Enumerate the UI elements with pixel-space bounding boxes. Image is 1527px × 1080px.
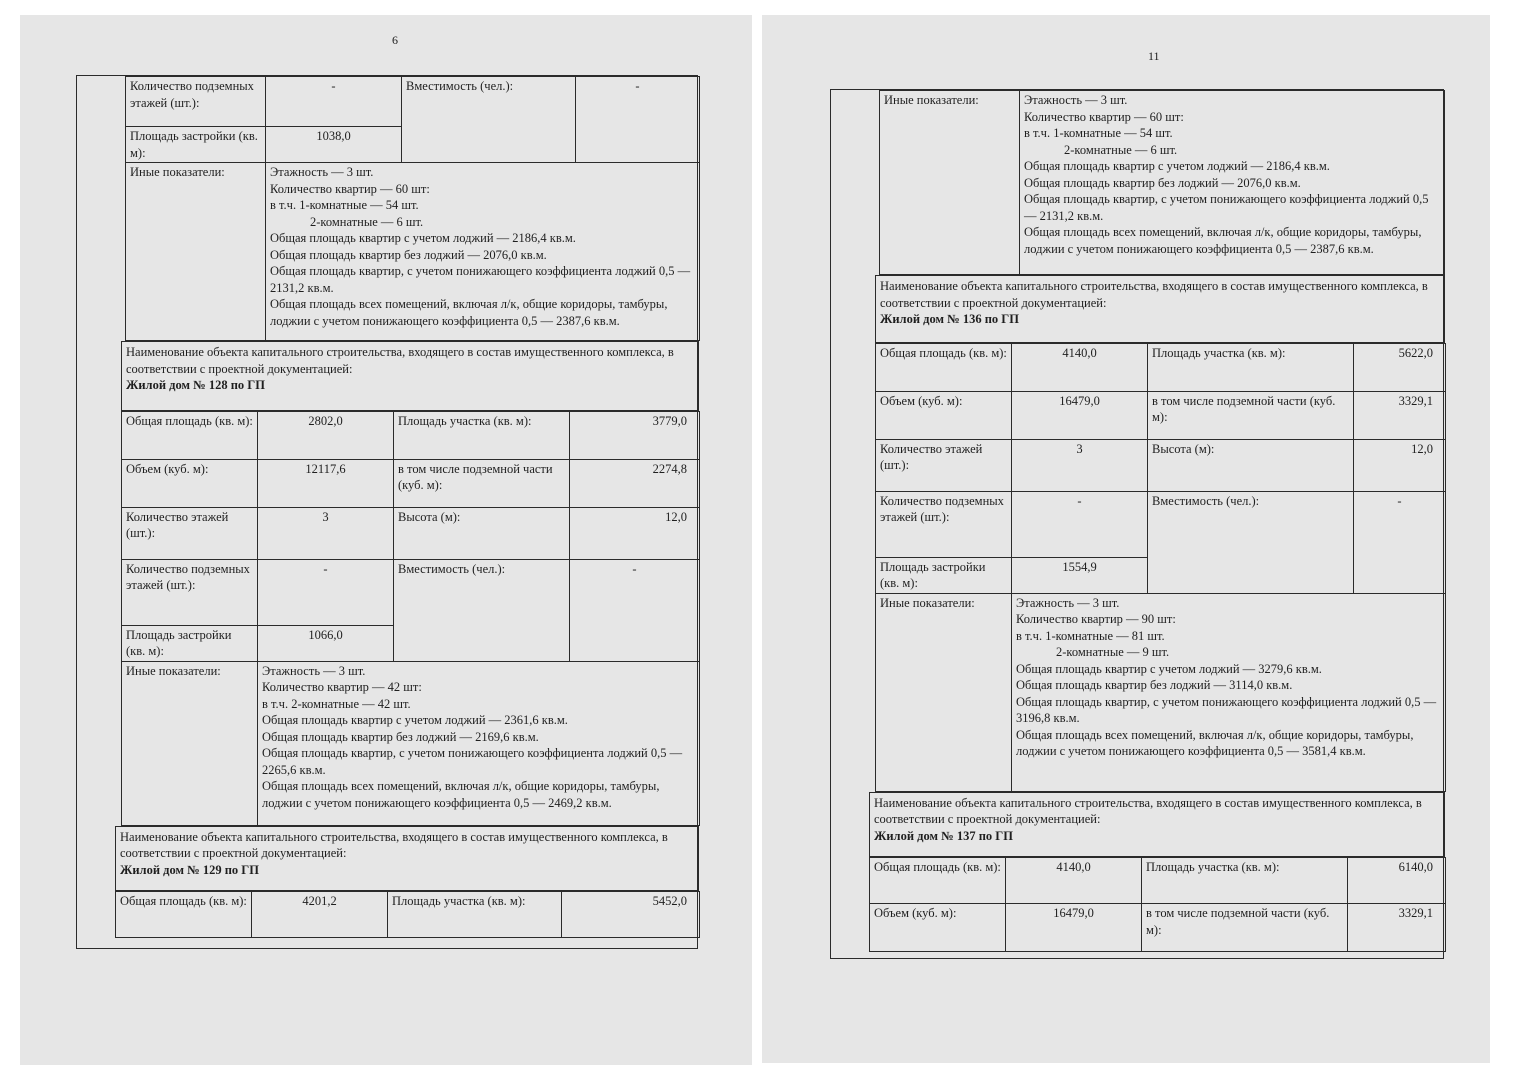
- capacity-label: Вместимость (чел.):: [1148, 491, 1354, 593]
- page-number: 6: [392, 33, 398, 47]
- section-heading: [122, 342, 699, 411]
- top-table: [125, 76, 700, 341]
- line: Общая площадь квартир, с учетом понижающего коэффициента лоджий 0,5 — 3196,8 кв.м.: [1016, 694, 1437, 725]
- line: Количество квартир — 60 шт:: [1024, 109, 1184, 124]
- volume-value: 16479,0: [1006, 904, 1142, 952]
- line: Общая площадь квартир с учетом лоджий — 2186,4 кв.м.: [1024, 159, 1330, 173]
- section-heading: [116, 826, 699, 891]
- plot-area-label: Площадь участка (кв. м):: [1142, 858, 1348, 904]
- object-name: Жилой дом № 137 по ГП: [874, 828, 1013, 843]
- floors-value: 3: [1012, 439, 1148, 491]
- underground-volume-label: в том числе подземной части (куб. м):: [1148, 391, 1354, 439]
- underground-volume-value: 2274,8: [570, 459, 700, 507]
- section-128: [121, 341, 699, 411]
- line: Общая площадь квартир с учетом лоджий — 3279,6 кв.м.: [1016, 661, 1322, 676]
- capacity-label: Вместимость (чел.):: [394, 559, 570, 661]
- line: Количество квартир — 42 шт:: [262, 680, 422, 694]
- section-136: [875, 275, 1445, 343]
- other-indicators: [266, 163, 700, 341]
- section-136-table: [875, 343, 1446, 792]
- volume-label: Объем (куб. м):: [870, 904, 1006, 952]
- height-value: 12,0: [570, 507, 700, 559]
- underground-floors-label: Количество подземных этажей (шт.):: [126, 77, 266, 127]
- heading-text: Наименование объекта капитального строительства, входящего в состав имущественного комплекса, в соответствии с проектной документацией:: [120, 829, 668, 860]
- other-label: Иные показатели:: [126, 163, 266, 341]
- total-area-label: Общая площадь (кв. м):: [116, 892, 252, 938]
- section-heading: [870, 792, 1445, 857]
- total-area-value: 4140,0: [1012, 343, 1148, 391]
- line: Общая площадь квартир, с учетом понижающего коэффициента лоджий 0,5 — 2131,2 кв.м.: [270, 264, 691, 295]
- line: Этажность — 3 шт.: [1024, 93, 1128, 107]
- volume-label: Объем (куб. м):: [122, 459, 258, 507]
- underground-floors-value: -: [1012, 491, 1148, 557]
- line: в т.ч. 2-комнатные — 42 шт.: [262, 696, 411, 711]
- section-129-table: [115, 891, 700, 938]
- section-129: [115, 826, 699, 892]
- plot-area-label: Площадь участка (кв. м):: [1148, 343, 1354, 391]
- line: Этажность — 3 шт.: [262, 663, 366, 678]
- line: 2-комнатные — 6 шт.: [310, 214, 424, 229]
- line: Общая площадь всех помещений, включая л/к, общие коридоры, тамбуры, лоджии с учетом понижающего коэффициента 0,5 — 2387,6 кв.м.: [1024, 225, 1422, 256]
- line: 2-комнатные — 9 шт.: [1056, 645, 1170, 659]
- building-area-value: 1038,0: [266, 127, 402, 163]
- capacity-value: -: [570, 559, 700, 661]
- building-area-value: 1066,0: [258, 625, 394, 661]
- volume-value: 12117,6: [258, 459, 394, 507]
- object-name: Жилой дом № 129 по ГП: [120, 862, 259, 877]
- line: Этажность — 3 шт.: [270, 165, 374, 179]
- line: Общая площадь всех помещений, включая л/к, общие коридоры, тамбуры, лоджии с учетом понижающего коэффициента 0,5 — 2469,2 кв.м.: [262, 779, 660, 810]
- plot-area-value: 5452,0: [562, 892, 700, 938]
- left-page: [20, 15, 752, 1065]
- plot-area-value: 5622,0: [1354, 343, 1446, 391]
- line: Общая площадь квартир без лоджий — 2076,0 кв.м.: [1024, 175, 1301, 190]
- building-area-label: Площадь застройки (кв. м):: [126, 127, 266, 163]
- section-128-table: [121, 411, 700, 826]
- total-area-label: Общая площадь (кв. м):: [122, 411, 258, 459]
- line: в т.ч. 1-комнатные — 54 шт.: [270, 198, 419, 212]
- volume-label: Объем (куб. м):: [876, 391, 1012, 439]
- total-area-value: 2802,0: [258, 411, 394, 459]
- line: Общая площадь квартир без лоджий — 3114,0 кв.м.: [1016, 678, 1293, 692]
- line: Общая площадь квартир с учетом лоджий — 2186,4 кв.м.: [270, 231, 576, 245]
- page-number: 11: [1148, 49, 1160, 63]
- other-label: Иные показатели:: [122, 661, 258, 825]
- object-name: Жилой дом № 136 по ГП: [880, 312, 1019, 326]
- line: Общая площадь квартир с учетом лоджий — 2361,6 кв.м.: [262, 713, 568, 727]
- underground-floors-label: Количество подземных этажей (шт.):: [122, 559, 258, 625]
- underground-floors-value: -: [266, 77, 402, 127]
- underground-floors-value: -: [258, 559, 394, 625]
- object-name: Жилой дом № 128 по ГП: [126, 378, 265, 392]
- section-137: [869, 792, 1445, 858]
- plot-area-value: 6140,0: [1348, 858, 1446, 904]
- other-indicators: [258, 661, 700, 825]
- plot-area-label: Площадь участка (кв. м):: [388, 892, 562, 938]
- total-area-label: Общая площадь (кв. м):: [876, 343, 1012, 391]
- line: Общая площадь всех помещений, включая л/к, общие коридоры, тамбуры, лоджии с учетом понижающего коэффициента 0,5 — 3581,4 кв.м.: [1016, 727, 1414, 758]
- capacity-value: -: [576, 77, 700, 163]
- section-heading: [876, 276, 1445, 343]
- other-indicators: [1020, 91, 1445, 275]
- building-area-value: 1554,9: [1012, 557, 1148, 593]
- building-area-label: Площадь застройки (кв. м):: [876, 557, 1012, 593]
- capacity-value: -: [1354, 491, 1446, 593]
- floors-value: 3: [258, 507, 394, 559]
- line: Общая площадь квартир без лоджий — 2169,6 кв.м.: [262, 729, 539, 744]
- section-137-table: [869, 857, 1446, 952]
- plot-area-label: Площадь участка (кв. м):: [394, 411, 570, 459]
- line: Количество квартир — 90 шт:: [1016, 612, 1176, 626]
- underground-volume-value: 3329,1: [1354, 391, 1446, 439]
- right-page: [762, 15, 1490, 1063]
- volume-value: 16479,0: [1012, 391, 1148, 439]
- floors-label: Количество этажей (шт.):: [122, 507, 258, 559]
- total-area-value: 4201,2: [252, 892, 388, 938]
- top-table: [879, 90, 1445, 275]
- building-area-label: Площадь застройки (кв. м):: [122, 625, 258, 661]
- height-label: Высота (м):: [394, 507, 570, 559]
- total-area-value: 4140,0: [1006, 858, 1142, 904]
- underground-volume-label: в том числе подземной части (куб. м):: [394, 459, 570, 507]
- floors-label: Количество этажей (шт.):: [876, 439, 1012, 491]
- line: в т.ч. 1-комнатные — 81 шт.: [1016, 628, 1165, 643]
- other-label: Иные показатели:: [880, 91, 1020, 275]
- line: Общая площадь квартир без лоджий — 2076,0 кв.м.: [270, 247, 547, 262]
- underground-floors-label: Количество подземных этажей (шт.):: [876, 491, 1012, 557]
- heading-text: Наименование объекта капитального строительства, входящего в состав имущественного комплекса, в соответствии с проектной документацией:: [126, 345, 674, 376]
- height-label: Высота (м):: [1148, 439, 1354, 491]
- other-indicators: [1012, 593, 1446, 791]
- heading-text: Наименование объекта капитального строительства, входящего в состав имущественного комплекса, в соответствии с проектной документацией:: [880, 279, 1428, 310]
- capacity-label: Вместимость (чел.):: [402, 77, 576, 163]
- line: Общая площадь всех помещений, включая л/к, общие коридоры, тамбуры, лоджии с учетом понижающего коэффициента 0,5 — 2387,6 кв.м.: [270, 297, 668, 328]
- plot-area-value: 3779,0: [570, 411, 700, 459]
- line: Общая площадь квартир, с учетом понижающего коэффициента лоджий 0,5 — 2265,6 кв.м.: [262, 746, 683, 777]
- right-table-frame: [830, 89, 1444, 959]
- total-area-label: Общая площадь (кв. м):: [870, 858, 1006, 904]
- line: в т.ч. 1-комнатные — 54 шт.: [1024, 126, 1173, 140]
- underground-volume-label: в том числе подземной части (куб. м):: [1142, 904, 1348, 952]
- line: Этажность — 3 шт.: [1016, 595, 1120, 610]
- line: Количество квартир — 60 шт:: [270, 181, 430, 196]
- line: 2-комнатные — 6 шт.: [1064, 142, 1178, 157]
- height-value: 12,0: [1354, 439, 1446, 491]
- other-label: Иные показатели:: [876, 593, 1012, 791]
- heading-text: Наименование объекта капитального строительства, входящего в состав имущественного комплекса, в соответствии с проектной документацией:: [874, 795, 1422, 826]
- underground-volume-value: 3329,1: [1348, 904, 1446, 952]
- left-table-frame: [76, 75, 698, 949]
- line: Общая площадь квартир, с учетом понижающего коэффициента лоджий 0,5 — 2131,2 кв.м.: [1024, 192, 1429, 223]
